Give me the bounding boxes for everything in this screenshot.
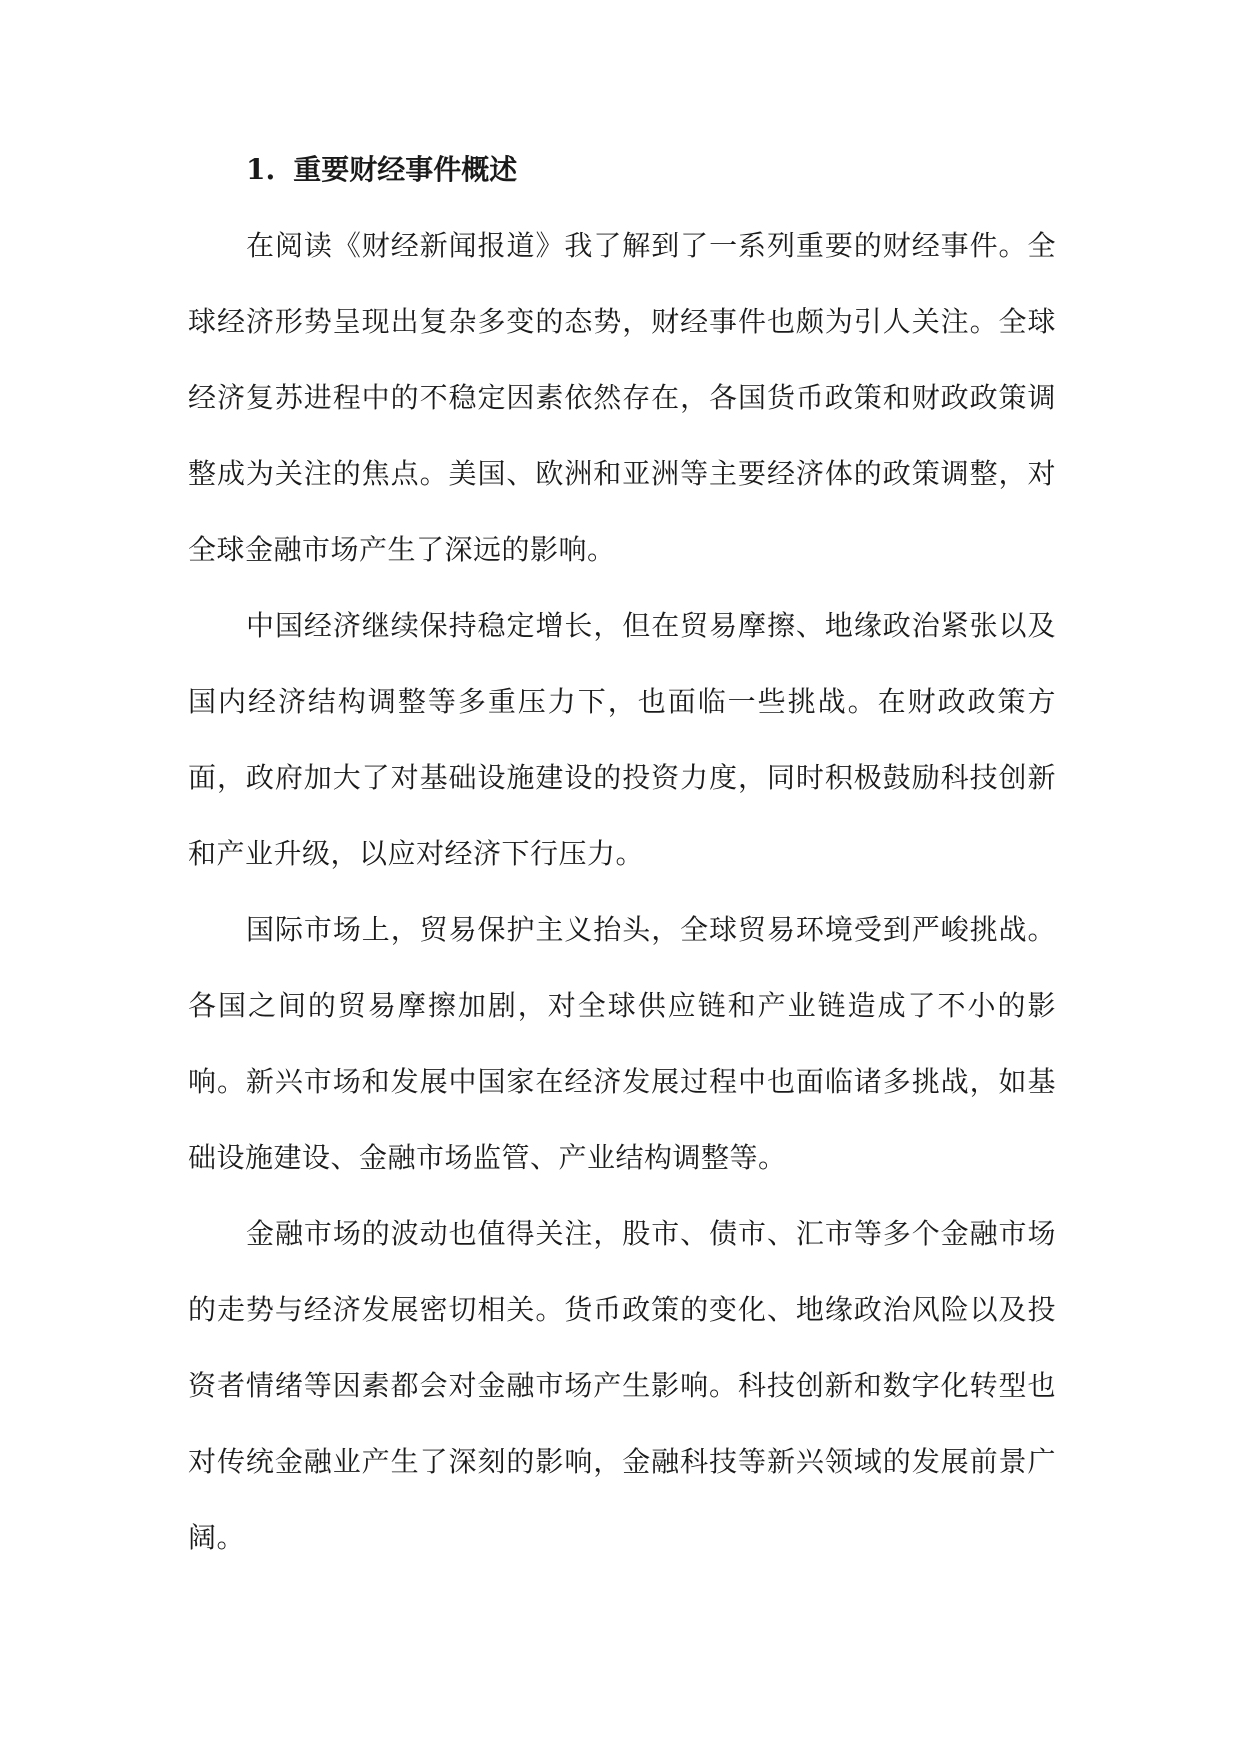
paragraph-china-economy: 中国经济继续保持稳定增长，但在贸易摩擦、地缘政治紧张以及国内经济结构调整等多重压力下，也面临一些挑战。在财政政策方面，政府加大了对基础设施建设的投资力度，同时积极鼓励科技创新和产业升级，以应对经济下行压力。 bbox=[188, 609, 1056, 870]
section-number: 1. bbox=[246, 153, 276, 186]
document-body bbox=[188, 208, 1056, 1576]
section-title: 重要财经事件概述 bbox=[293, 153, 518, 186]
paragraph-financial-markets: 金融市场的波动也值得关注，股市、债市、汇市等多个金融市场的走势与经济发展密切相关。货币政策的变化、地缘政治风险以及投资者情绪等因素都会对金融市场产生影响。科技创新和数字化转型也对传统金融业产生了深刻的影响，金融科技等新兴领域的发展前景广阔。 bbox=[188, 1217, 1056, 1554]
section-heading bbox=[246, 150, 517, 190]
paragraph-global-economy: 在阅读《财经新闻报道》我了解到了一系列重要的财经事件。全球经济形势呈现出复杂多变的态势，财经事件也颇为引人关注。全球经济复苏进程中的不稳定因素依然存在，各国货币政策和财政政策调整成为关注的焦点。美国、欧洲和亚洲等主要经济体的政策调整，对全球金融市场产生了深远的影响。 bbox=[188, 229, 1056, 566]
paragraph-international-trade: 国际市场上，贸易保护主义抬头，全球贸易环境受到严峻挑战。各国之间的贸易摩擦加剧，对全球供应链和产业链造成了不小的影响。新兴市场和发展中国家在经济发展过程中也面临诸多挑战，如基础设施建设、金融市场监管、产业结构调整等。 bbox=[188, 913, 1056, 1174]
